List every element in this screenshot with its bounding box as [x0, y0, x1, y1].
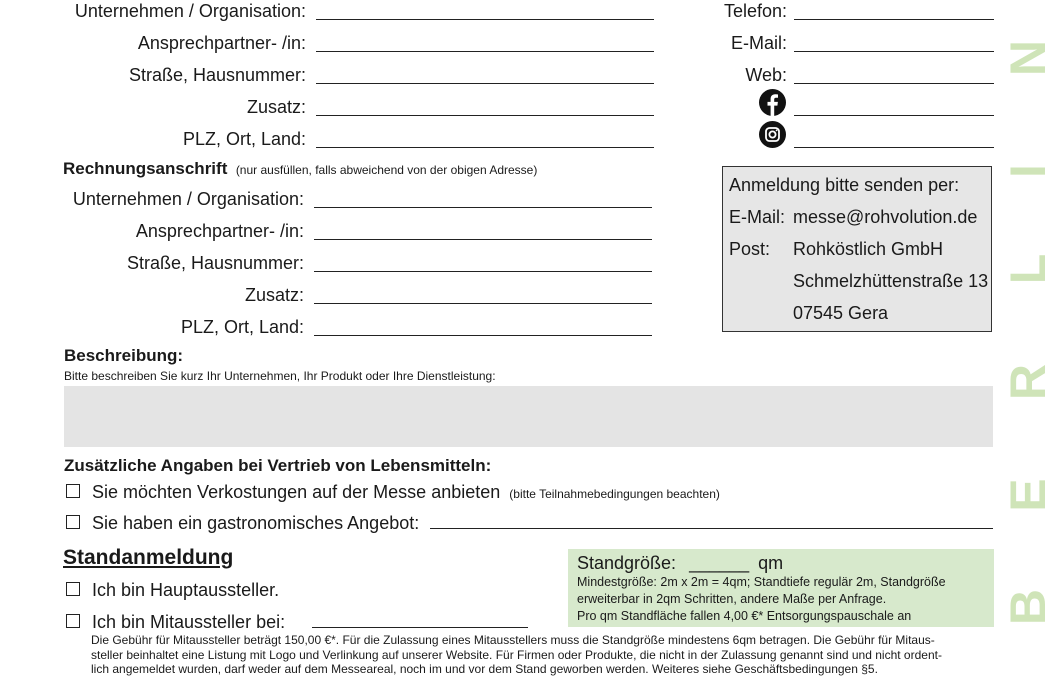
billing-note: (nur ausfüllen, falls abweichend von der obigen Adresse) — [235, 163, 538, 177]
stand-size-box — [568, 549, 994, 627]
send-post-line-2: Schmelzhüttenstraße 13 — [793, 271, 989, 291]
co-exhibitor-checkbox[interactable] — [66, 614, 80, 628]
tasting-row — [66, 481, 720, 503]
billing-contact-field[interactable] — [314, 239, 652, 240]
billing-heading: Rechnungsanschrift — [63, 159, 228, 178]
billing-company-field[interactable] — [314, 207, 652, 208]
main-exhibitor-label: Ich bin Hauptaussteller. — [92, 580, 280, 600]
addition-field[interactable] — [316, 115, 654, 116]
facebook-icon — [758, 88, 787, 117]
web-field[interactable] — [794, 83, 994, 84]
fee-line-1: Die Gebühr für Mitaussteller beträgt 150,00 €*. Für die Zulassung eines Mitausstellers muss die Standgröße mindestens 6qm betragen. Die Gebühr für Mitaus- — [91, 633, 935, 647]
gastro-field[interactable] — [430, 528, 993, 529]
stand-heading: Standanmeldung — [63, 546, 234, 569]
tasting-checkbox[interactable] — [66, 484, 80, 498]
stand-size-unit: qm — [758, 553, 784, 573]
zip-city-label: PLZ, Ort, Land: — [182, 129, 306, 149]
stand-size-input[interactable]: ______ — [689, 553, 750, 573]
addition-label: Zusatz: — [246, 97, 306, 117]
billing-street-field[interactable] — [314, 271, 652, 272]
co-exhibitor-fee-text — [91, 633, 942, 677]
tasting-note: (bitte Teilnahmebedingungen beachten) — [509, 487, 720, 501]
billing-addition-field[interactable] — [314, 303, 652, 304]
side-letter-i: I — [1000, 164, 1056, 178]
billing-company-label: Unternehmen / Organisation: — [72, 189, 304, 209]
co-exhibitor-field[interactable] — [312, 627, 528, 628]
send-post-label: Post: — [729, 239, 771, 259]
gastro-row — [66, 512, 419, 534]
send-post-line-3: 07545 Gera — [793, 303, 889, 323]
email-field[interactable] — [794, 51, 994, 52]
instagram-icon — [758, 120, 787, 149]
company-field[interactable] — [316, 19, 654, 20]
facebook-field[interactable] — [794, 115, 994, 116]
co-exhibitor-label: Ich bin Mitaussteller bei: — [92, 612, 286, 632]
side-letter-l: L — [1000, 253, 1056, 285]
side-letter-r: R — [1000, 363, 1056, 401]
description-heading: Beschreibung: — [64, 346, 184, 365]
food-heading: Zusätzliche Angaben bei Vertrieb von Lebensmitteln: — [64, 456, 492, 475]
stand-size-label: Standgröße: — [577, 553, 677, 573]
billing-zip-city-field[interactable] — [314, 335, 652, 336]
fee-line-3: lich angemeldet wurden, darf weder auf dem Messeareal, noch im und vor dem Stand geworben werden. Weiteres siehe Geschäftsbedingungen §5. — [91, 662, 878, 676]
contact-person-label: Ansprechpartner- /in: — [137, 33, 306, 53]
zip-city-field[interactable] — [316, 147, 654, 148]
billing-contact-label: Ansprechpartner- /in: — [135, 221, 304, 241]
web-label: Web: — [745, 65, 787, 85]
send-email-value[interactable]: messe@rohvolution.de — [793, 207, 978, 227]
stand-size-row — [577, 552, 783, 574]
stand-size-line-1: Mindestgröße: 2m x 2m = 4qm; Standtiefe regulär 2m, Standgröße — [577, 575, 946, 589]
side-letter-n: N — [1000, 39, 1056, 77]
side-letter-b: B — [1000, 588, 1056, 626]
billing-zip-city-label: PLZ, Ort, Land: — [180, 317, 304, 337]
phone-field[interactable] — [794, 19, 994, 20]
co-exhibitor-row — [66, 611, 285, 633]
billing-heading-row — [63, 159, 537, 179]
street-label: Straße, Hausnummer: — [128, 65, 306, 85]
phone-label: Telefon: — [723, 1, 787, 21]
email-label: E-Mail: — [730, 33, 787, 53]
gastro-checkbox[interactable] — [66, 515, 80, 529]
gastro-label: Sie haben ein gastronomisches Angebot: — [92, 513, 420, 533]
billing-street-label: Straße, Hausnummer: — [126, 253, 304, 273]
side-letter-e: E — [1000, 478, 1056, 512]
main-exhibitor-checkbox[interactable] — [66, 582, 80, 596]
send-email-label: E-Mail: — [729, 207, 786, 227]
main-exhibitor-row — [66, 579, 279, 601]
stand-size-info — [577, 574, 946, 625]
send-box-title: Anmeldung bitte senden per: — [729, 175, 960, 195]
contact-person-field[interactable] — [316, 51, 654, 52]
description-hint: Bitte beschreiben Sie kurz Ihr Unternehmen, Ihr Produkt oder Ihre Dienstleistung: — [64, 369, 496, 383]
company-label: Unternehmen / Organisation: — [74, 1, 306, 21]
tasting-label: Sie möchten Verkostungen auf der Messe anbieten — [92, 482, 501, 502]
fee-line-2: steller beinhaltet eine Listung mit Logo und Verlinkung auf unserer Website. Für Firmen oder Produkte, die nicht in der Zulassung genannt sind und nicht ordent- — [91, 647, 942, 662]
stand-size-line-2: erweiterbar in 2qm Schritten, andere Maße per Anfrage. — [577, 592, 887, 606]
instagram-field[interactable] — [794, 147, 994, 148]
send-to-box — [722, 166, 992, 332]
stand-size-line-3: Pro qm Standfläche fallen 4,00 €* Entsorgungspauschale an — [577, 609, 912, 623]
billing-addition-label: Zusatz: — [244, 285, 304, 305]
street-field[interactable] — [316, 83, 654, 84]
description-input[interactable] — [64, 386, 993, 447]
send-post-line-1: Rohköstlich GmbH — [793, 239, 944, 259]
